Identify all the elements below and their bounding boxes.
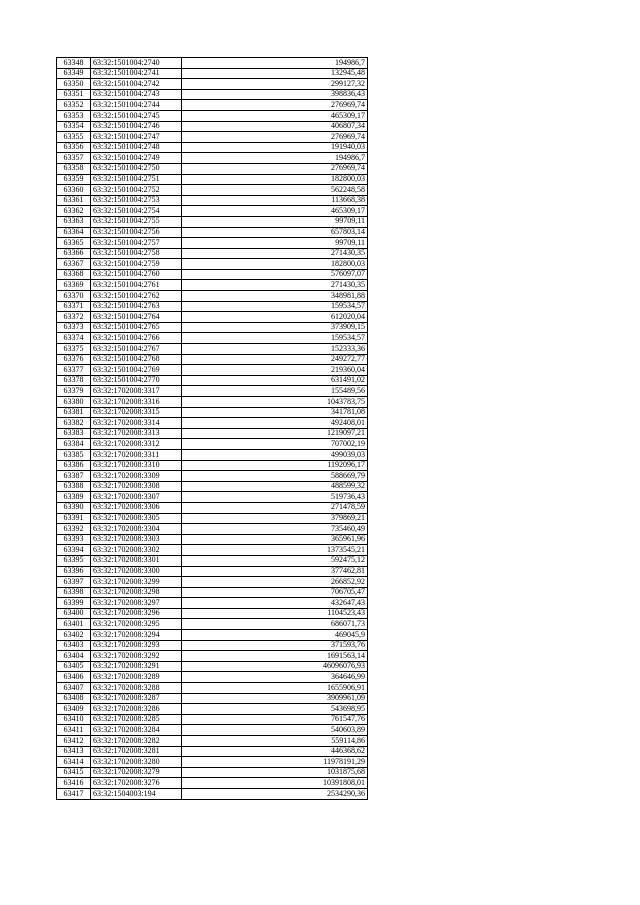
- value-cell: 10391808,01: [182, 778, 368, 789]
- cadastral-number-cell: 63:32:1702008:3303: [91, 534, 182, 545]
- value-cell: 348981,88: [182, 291, 368, 302]
- row-number-cell: 63412: [57, 736, 91, 747]
- row-number-cell: 63349: [57, 68, 91, 79]
- row-number-cell: 63385: [57, 449, 91, 460]
- cadastral-number-cell: 63:32:1702008:3314: [91, 418, 182, 429]
- row-number-cell: 63381: [57, 407, 91, 418]
- row-number-cell: 63400: [57, 608, 91, 619]
- value-cell: 499039,03: [182, 449, 368, 460]
- table-row: [57, 598, 368, 609]
- row-number-cell: 63405: [57, 661, 91, 672]
- table-row: [57, 58, 368, 69]
- table-row: [57, 492, 368, 503]
- table-row: [57, 608, 368, 619]
- table-row: [57, 449, 368, 460]
- cadastral-number-cell: 63:32:1501004:2755: [91, 216, 182, 227]
- cadastral-number-cell: 63:32:1501004:2770: [91, 375, 182, 386]
- cadastral-number-cell: 63:32:1702008:3284: [91, 725, 182, 736]
- table-row: [57, 524, 368, 535]
- table-row: [57, 280, 368, 291]
- cadastral-number-cell: 63:32:1501004:2767: [91, 344, 182, 355]
- value-cell: 406807,34: [182, 121, 368, 132]
- table-row: [57, 767, 368, 778]
- cadastral-number-cell: 63:32:1702008:3306: [91, 502, 182, 513]
- value-cell: 1104523,43: [182, 608, 368, 619]
- cadastral-number-cell: 63:32:1702008:3291: [91, 661, 182, 672]
- row-number-cell: 63406: [57, 672, 91, 683]
- table-row: [57, 79, 368, 90]
- cadastral-number-cell: 63:32:1702008:3297: [91, 598, 182, 609]
- cadastral-number-cell: 63:32:1702008:3317: [91, 386, 182, 397]
- cadastral-number-cell: 63:32:1702008:3289: [91, 672, 182, 683]
- value-cell: 469045,9: [182, 630, 368, 641]
- row-number-cell: 63354: [57, 121, 91, 132]
- cadastral-number-cell: 63:32:1501004:2759: [91, 259, 182, 270]
- table-row: [57, 725, 368, 736]
- table-row: [57, 386, 368, 397]
- table-row: [57, 534, 368, 545]
- table-row: [57, 375, 368, 386]
- cadastral-number-cell: 63:32:1702008:3302: [91, 545, 182, 556]
- table-row: [57, 301, 368, 312]
- row-number-cell: 63374: [57, 333, 91, 344]
- row-number-cell: 63416: [57, 778, 91, 789]
- value-cell: 194986,7: [182, 58, 368, 69]
- cadastral-number-cell: 63:32:1501004:2742: [91, 79, 182, 90]
- value-cell: 155489,56: [182, 386, 368, 397]
- row-number-cell: 63351: [57, 89, 91, 100]
- cadastral-number-cell: 63:32:1501004:2769: [91, 365, 182, 376]
- value-cell: 152333,36: [182, 344, 368, 355]
- value-cell: 182800,03: [182, 259, 368, 270]
- row-number-cell: 63371: [57, 301, 91, 312]
- table-row: [57, 778, 368, 789]
- value-cell: 371593,76: [182, 640, 368, 651]
- row-number-cell: 63413: [57, 746, 91, 757]
- data-table: [56, 57, 368, 800]
- value-cell: 113668,38: [182, 195, 368, 206]
- table-row: [57, 269, 368, 280]
- cadastral-number-cell: 63:32:1501004:2740: [91, 58, 182, 69]
- table-row: [57, 110, 368, 121]
- cadastral-number-cell: 63:32:1501004:2753: [91, 195, 182, 206]
- table-row: [57, 227, 368, 238]
- value-cell: 707002,19: [182, 439, 368, 450]
- row-number-cell: 63367: [57, 259, 91, 270]
- table-row: [57, 418, 368, 429]
- cadastral-number-cell: 63:32:1702008:3293: [91, 640, 182, 651]
- row-number-cell: 63391: [57, 513, 91, 524]
- row-number-cell: 63378: [57, 375, 91, 386]
- table-row: [57, 736, 368, 747]
- value-cell: 1373545,21: [182, 545, 368, 556]
- value-cell: 465309,17: [182, 110, 368, 121]
- cadastral-number-cell: 63:32:1501004:2765: [91, 322, 182, 333]
- table-row: [57, 163, 368, 174]
- row-number-cell: 63386: [57, 460, 91, 471]
- table-row: [57, 89, 368, 100]
- value-cell: 631491,02: [182, 375, 368, 386]
- row-number-cell: 63380: [57, 397, 91, 408]
- row-number-cell: 63409: [57, 704, 91, 715]
- cadastral-number-cell: 63:32:1504003:194: [91, 788, 182, 799]
- row-number-cell: 63397: [57, 577, 91, 588]
- value-cell: 761547,76: [182, 714, 368, 725]
- row-number-cell: 63368: [57, 269, 91, 280]
- cadastral-number-cell: 63:32:1501004:2757: [91, 238, 182, 249]
- cadastral-number-cell: 63:32:1501004:2745: [91, 110, 182, 121]
- value-cell: 276969,74: [182, 163, 368, 174]
- row-number-cell: 63377: [57, 365, 91, 376]
- value-cell: 398836,43: [182, 89, 368, 100]
- cadastral-number-cell: 63:32:1702008:3307: [91, 492, 182, 503]
- table-row: [57, 502, 368, 513]
- cadastral-number-cell: 63:32:1702008:3294: [91, 630, 182, 641]
- row-number-cell: 63363: [57, 216, 91, 227]
- row-number-cell: 63384: [57, 439, 91, 450]
- table-row: [57, 630, 368, 641]
- table-row: [57, 640, 368, 651]
- cadastral-number-cell: 63:32:1702008:3309: [91, 471, 182, 482]
- value-cell: 492408,01: [182, 418, 368, 429]
- cadastral-number-cell: 63:32:1702008:3308: [91, 481, 182, 492]
- cadastral-number-cell: 63:32:1702008:3310: [91, 460, 182, 471]
- cadastral-number-cell: 63:32:1702008:3300: [91, 566, 182, 577]
- cadastral-number-cell: 63:32:1501004:2760: [91, 269, 182, 280]
- table-row: [57, 354, 368, 365]
- table-row: [57, 322, 368, 333]
- row-number-cell: 63415: [57, 767, 91, 778]
- row-number-cell: 63402: [57, 630, 91, 641]
- cadastral-number-cell: 63:32:1501004:2762: [91, 291, 182, 302]
- row-number-cell: 63348: [57, 58, 91, 69]
- value-cell: 1192096,17: [182, 460, 368, 471]
- table-row: [57, 672, 368, 683]
- cadastral-number-cell: 63:32:1501004:2766: [91, 333, 182, 344]
- cadastral-number-cell: 63:32:1702008:3288: [91, 683, 182, 694]
- table-row: [57, 216, 368, 227]
- row-number-cell: 63389: [57, 492, 91, 503]
- cadastral-number-cell: 63:32:1702008:3301: [91, 555, 182, 566]
- value-cell: 341781,08: [182, 407, 368, 418]
- table-row: [57, 407, 368, 418]
- value-cell: 159534,57: [182, 301, 368, 312]
- value-cell: 588669,79: [182, 471, 368, 482]
- value-cell: 271478,59: [182, 502, 368, 513]
- row-number-cell: 63364: [57, 227, 91, 238]
- table-row: [57, 545, 368, 556]
- table-row: [57, 142, 368, 153]
- value-cell: 612020,04: [182, 312, 368, 323]
- table-row: [57, 397, 368, 408]
- value-cell: 432647,43: [182, 598, 368, 609]
- table-body: [57, 58, 368, 800]
- value-cell: 271430,35: [182, 280, 368, 291]
- value-cell: 182800,03: [182, 174, 368, 185]
- table-row: [57, 788, 368, 799]
- value-cell: 3909961,09: [182, 693, 368, 704]
- row-number-cell: 63387: [57, 471, 91, 482]
- table-row: [57, 195, 368, 206]
- row-number-cell: 63370: [57, 291, 91, 302]
- value-cell: 377462,81: [182, 566, 368, 577]
- table-row: [57, 577, 368, 588]
- row-number-cell: 63398: [57, 587, 91, 598]
- row-number-cell: 63352: [57, 100, 91, 111]
- value-cell: 99709,11: [182, 238, 368, 249]
- row-number-cell: 63411: [57, 725, 91, 736]
- table-row: [57, 757, 368, 768]
- cadastral-number-cell: 63:32:1702008:3312: [91, 439, 182, 450]
- row-number-cell: 63407: [57, 683, 91, 694]
- table-row: [57, 248, 368, 259]
- table-row: [57, 693, 368, 704]
- cadastral-number-cell: 63:32:1501004:2752: [91, 185, 182, 196]
- value-cell: 657803,14: [182, 227, 368, 238]
- row-number-cell: 63410: [57, 714, 91, 725]
- value-cell: 1219097,21: [182, 428, 368, 439]
- cadastral-number-cell: 63:32:1702008:3281: [91, 746, 182, 757]
- cadastral-number-cell: 63:32:1501004:2749: [91, 153, 182, 164]
- table-row: [57, 238, 368, 249]
- row-number-cell: 63359: [57, 174, 91, 185]
- row-number-cell: 63390: [57, 502, 91, 513]
- row-number-cell: 63399: [57, 598, 91, 609]
- row-number-cell: 63356: [57, 142, 91, 153]
- cadastral-number-cell: 63:32:1501004:2747: [91, 132, 182, 143]
- cadastral-number-cell: 63:32:1501004:2751: [91, 174, 182, 185]
- value-cell: 686071,73: [182, 619, 368, 630]
- row-number-cell: 63358: [57, 163, 91, 174]
- table-row: [57, 291, 368, 302]
- row-number-cell: 63388: [57, 481, 91, 492]
- row-number-cell: 63353: [57, 110, 91, 121]
- table-row: [57, 714, 368, 725]
- value-cell: 446368,62: [182, 746, 368, 757]
- cadastral-number-cell: 63:32:1501004:2750: [91, 163, 182, 174]
- value-cell: 365961,96: [182, 534, 368, 545]
- table-row: [57, 121, 368, 132]
- value-cell: 559114,86: [182, 736, 368, 747]
- value-cell: 271430,35: [182, 248, 368, 259]
- table-row: [57, 132, 368, 143]
- table-row: [57, 513, 368, 524]
- cadastral-number-cell: 63:32:1702008:3279: [91, 767, 182, 778]
- value-cell: 299127,32: [182, 79, 368, 90]
- value-cell: 11978191,29: [182, 757, 368, 768]
- value-cell: 194986,7: [182, 153, 368, 164]
- value-cell: 1655906,91: [182, 683, 368, 694]
- cadastral-number-cell: 63:32:1702008:3286: [91, 704, 182, 715]
- value-cell: 364646,99: [182, 672, 368, 683]
- table-row: [57, 100, 368, 111]
- table-row: [57, 333, 368, 344]
- value-cell: 2534290,36: [182, 788, 368, 799]
- row-number-cell: 63357: [57, 153, 91, 164]
- table-row: [57, 566, 368, 577]
- cadastral-number-cell: 63:32:1702008:3313: [91, 428, 182, 439]
- row-number-cell: 63366: [57, 248, 91, 259]
- row-number-cell: 63376: [57, 354, 91, 365]
- table-row: [57, 619, 368, 630]
- row-number-cell: 63396: [57, 566, 91, 577]
- row-number-cell: 63404: [57, 651, 91, 662]
- table-row: [57, 259, 368, 270]
- value-cell: 373909,15: [182, 322, 368, 333]
- row-number-cell: 63392: [57, 524, 91, 535]
- value-cell: 465309,17: [182, 206, 368, 217]
- table-row: [57, 651, 368, 662]
- row-number-cell: 63417: [57, 788, 91, 799]
- table-row: [57, 746, 368, 757]
- cadastral-number-cell: 63:32:1702008:3280: [91, 757, 182, 768]
- value-cell: 488599,32: [182, 481, 368, 492]
- value-cell: 379869,21: [182, 513, 368, 524]
- cadastral-number-cell: 63:32:1702008:3296: [91, 608, 182, 619]
- row-number-cell: 63373: [57, 322, 91, 333]
- table-row: [57, 661, 368, 672]
- cadastral-number-cell: 63:32:1501004:2764: [91, 312, 182, 323]
- value-cell: 249272,77: [182, 354, 368, 365]
- cadastral-number-cell: 63:32:1501004:2763: [91, 301, 182, 312]
- table-row: [57, 555, 368, 566]
- value-cell: 276969,74: [182, 132, 368, 143]
- cadastral-number-cell: 63:32:1702008:3299: [91, 577, 182, 588]
- cadastral-number-cell: 63:32:1501004:2741: [91, 68, 182, 79]
- table-row: [57, 481, 368, 492]
- row-number-cell: 63362: [57, 206, 91, 217]
- table-row: [57, 428, 368, 439]
- row-number-cell: 63355: [57, 132, 91, 143]
- cadastral-number-cell: 63:32:1501004:2748: [91, 142, 182, 153]
- table-row: [57, 439, 368, 450]
- cadastral-number-cell: 63:32:1702008:3305: [91, 513, 182, 524]
- cadastral-number-cell: 63:32:1501004:2768: [91, 354, 182, 365]
- value-cell: 132945,48: [182, 68, 368, 79]
- row-number-cell: 63393: [57, 534, 91, 545]
- table-row: [57, 471, 368, 482]
- cadastral-number-cell: 63:32:1501004:2758: [91, 248, 182, 259]
- table-row: [57, 704, 368, 715]
- cadastral-number-cell: 63:32:1501004:2743: [91, 89, 182, 100]
- table-row: [57, 153, 368, 164]
- row-number-cell: 63382: [57, 418, 91, 429]
- cadastral-number-cell: 63:32:1702008:3311: [91, 449, 182, 460]
- value-cell: 159534,57: [182, 333, 368, 344]
- row-number-cell: 63403: [57, 640, 91, 651]
- cadastral-number-cell: 63:32:1702008:3292: [91, 651, 182, 662]
- cadastral-number-cell: 63:32:1702008:3298: [91, 587, 182, 598]
- table-row: [57, 344, 368, 355]
- value-cell: 219360,04: [182, 365, 368, 376]
- value-cell: 735460,49: [182, 524, 368, 535]
- row-number-cell: 63395: [57, 555, 91, 566]
- table-row: [57, 206, 368, 217]
- value-cell: 1043783,75: [182, 397, 368, 408]
- row-number-cell: 63372: [57, 312, 91, 323]
- row-number-cell: 63383: [57, 428, 91, 439]
- table-row: [57, 185, 368, 196]
- value-cell: 576097,07: [182, 269, 368, 280]
- cadastral-number-cell: 63:32:1501004:2756: [91, 227, 182, 238]
- value-cell: 592475,12: [182, 555, 368, 566]
- table-row: [57, 587, 368, 598]
- row-number-cell: 63360: [57, 185, 91, 196]
- value-cell: 1031875,68: [182, 767, 368, 778]
- value-cell: 191940,03: [182, 142, 368, 153]
- table-row: [57, 683, 368, 694]
- value-cell: 562248,58: [182, 185, 368, 196]
- row-number-cell: 63375: [57, 344, 91, 355]
- row-number-cell: 63414: [57, 757, 91, 768]
- value-cell: 276969,74: [182, 100, 368, 111]
- cadastral-number-cell: 63:32:1702008:3285: [91, 714, 182, 725]
- row-number-cell: 63361: [57, 195, 91, 206]
- cadastral-number-cell: 63:32:1702008:3315: [91, 407, 182, 418]
- cadastral-number-cell: 63:32:1702008:3295: [91, 619, 182, 630]
- row-number-cell: 63394: [57, 545, 91, 556]
- table-row: [57, 460, 368, 471]
- cadastral-number-cell: 63:32:1501004:2746: [91, 121, 182, 132]
- value-cell: 540603,89: [182, 725, 368, 736]
- value-cell: 706705,47: [182, 587, 368, 598]
- row-number-cell: 63408: [57, 693, 91, 704]
- table-row: [57, 312, 368, 323]
- value-cell: 266852,92: [182, 577, 368, 588]
- value-cell: 519736,43: [182, 492, 368, 503]
- cadastral-number-cell: 63:32:1702008:3282: [91, 736, 182, 747]
- table-row: [57, 174, 368, 185]
- row-number-cell: 63401: [57, 619, 91, 630]
- row-number-cell: 63350: [57, 79, 91, 90]
- value-cell: 1691563,14: [182, 651, 368, 662]
- value-cell: 99709,11: [182, 216, 368, 227]
- cadastral-number-cell: 63:32:1501004:2744: [91, 100, 182, 111]
- table-row: [57, 365, 368, 376]
- row-number-cell: 63369: [57, 280, 91, 291]
- cadastral-number-cell: 63:32:1702008:3304: [91, 524, 182, 535]
- cadastral-number-cell: 63:32:1501004:2754: [91, 206, 182, 217]
- value-cell: 543698,95: [182, 704, 368, 715]
- value-cell: 46096076,93: [182, 661, 368, 672]
- cadastral-number-cell: 63:32:1702008:3316: [91, 397, 182, 408]
- row-number-cell: 63365: [57, 238, 91, 249]
- cadastral-number-cell: 63:32:1702008:3287: [91, 693, 182, 704]
- row-number-cell: 63379: [57, 386, 91, 397]
- table-row: [57, 68, 368, 79]
- cadastral-number-cell: 63:32:1501004:2761: [91, 280, 182, 291]
- cadastral-number-cell: 63:32:1702008:3276: [91, 778, 182, 789]
